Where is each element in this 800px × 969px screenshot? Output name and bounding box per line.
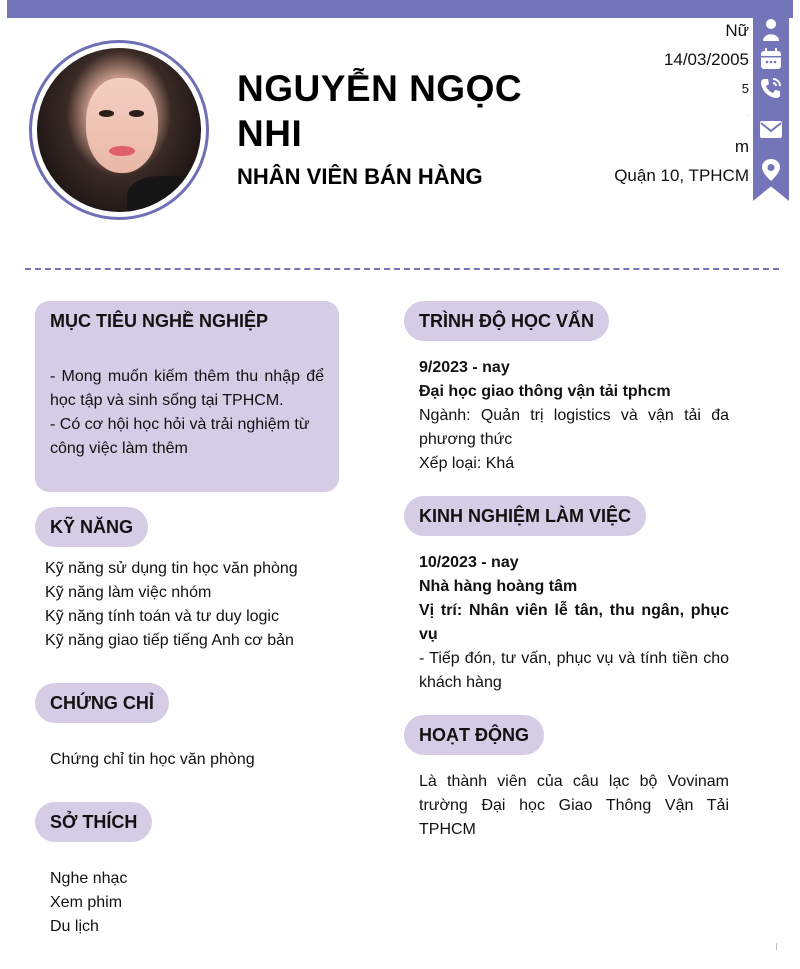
activities-text: Là thành viên của câu lạc bộ Vovinam trường Đại học Giao Thông Vận Tải TPHCM [419, 773, 729, 838]
experience-period: 10/2023 - nay [419, 554, 519, 571]
list-item: Xem phim [50, 894, 123, 911]
gender: Nữ [725, 21, 749, 40]
name-line-1: NGUYỄN NGỌC [237, 68, 523, 109]
experience-company: Nhà hàng hoàng tâm [419, 578, 578, 595]
phone-partial: ' [747, 113, 749, 122]
birthdate: 14/03/2005 [663, 50, 749, 69]
certificates-heading: CHỨNG CHỈ [35, 683, 169, 723]
name-line-2: NHI [237, 113, 303, 154]
candidate-name [237, 66, 537, 156]
experience-duty: - Tiếp đón, tư vấn, phục vụ và tính tiền cho khách hàng [419, 650, 729, 691]
job-title: NHÂN VIÊN BÁN HÀNG [237, 164, 483, 189]
list-item: Kỹ năng giao tiếp tiếng Anh cơ bản [45, 632, 294, 649]
list-item: Du lịch [50, 918, 99, 935]
top-accent-bar [7, 0, 793, 18]
education-period: 9/2023 - nay [419, 359, 510, 376]
location-pin-icon [759, 158, 783, 182]
education-rank: Xếp loại: Khá [419, 455, 515, 472]
section-title: MỤC TIÊU NGHỀ NGHIỆP [50, 311, 269, 331]
education-major: Ngành: Quản trị logistics và vận tải đa phương thức [419, 407, 729, 448]
career-goal-section [35, 301, 339, 492]
avatar [29, 40, 209, 220]
education-school: Đại học giao thông vận tải tphcm [419, 383, 671, 400]
phone-icon [759, 76, 783, 100]
list-item: Kỹ năng tính toán và tư duy logic [45, 608, 279, 625]
person-icon [759, 18, 783, 42]
mail-icon [759, 117, 783, 141]
header-divider [25, 268, 779, 270]
education-details [419, 356, 729, 476]
education-heading: TRÌNH ĐỘ HỌC VẤN [404, 301, 609, 341]
profile-photo [37, 48, 201, 212]
page-edge-mark [776, 943, 777, 950]
address: Quận 10, TPHCM [614, 166, 749, 185]
skills-heading: KỸ NĂNG [35, 507, 148, 547]
list-item: Chứng chỉ tin học văn phòng [50, 751, 255, 768]
activities-heading: HOẠT ĐỘNG [404, 715, 544, 755]
hobbies-list [50, 867, 127, 939]
certificates-list [50, 748, 255, 772]
contact-icon-ribbon [753, 18, 789, 201]
experience-heading: KINH NGHIỆM LÀM VIỆC [404, 496, 646, 536]
experience-position: Vị trí: Nhân viên lễ tân, thu ngân, phục vụ [419, 602, 729, 643]
goal-line: - Mong muốn kiếm thêm thu nhập để học tập và sinh sống tại TPHCM. [50, 368, 324, 409]
list-item: Nghe nhạc [50, 870, 128, 887]
experience-details [419, 551, 729, 695]
skills-list [45, 557, 298, 653]
email: m [734, 137, 749, 156]
phone: 5 [741, 81, 749, 96]
contact-info [614, 18, 749, 192]
calendar-icon [759, 47, 783, 71]
list-item: Kỹ năng sử dụng tin học văn phòng [45, 560, 298, 577]
hobbies-heading: SỞ THÍCH [35, 802, 152, 842]
list-item: Kỹ năng làm việc nhóm [45, 584, 212, 601]
goal-line: - Có cơ hội học hỏi và trải nghiệm từ công việc làm thêm [50, 416, 310, 457]
